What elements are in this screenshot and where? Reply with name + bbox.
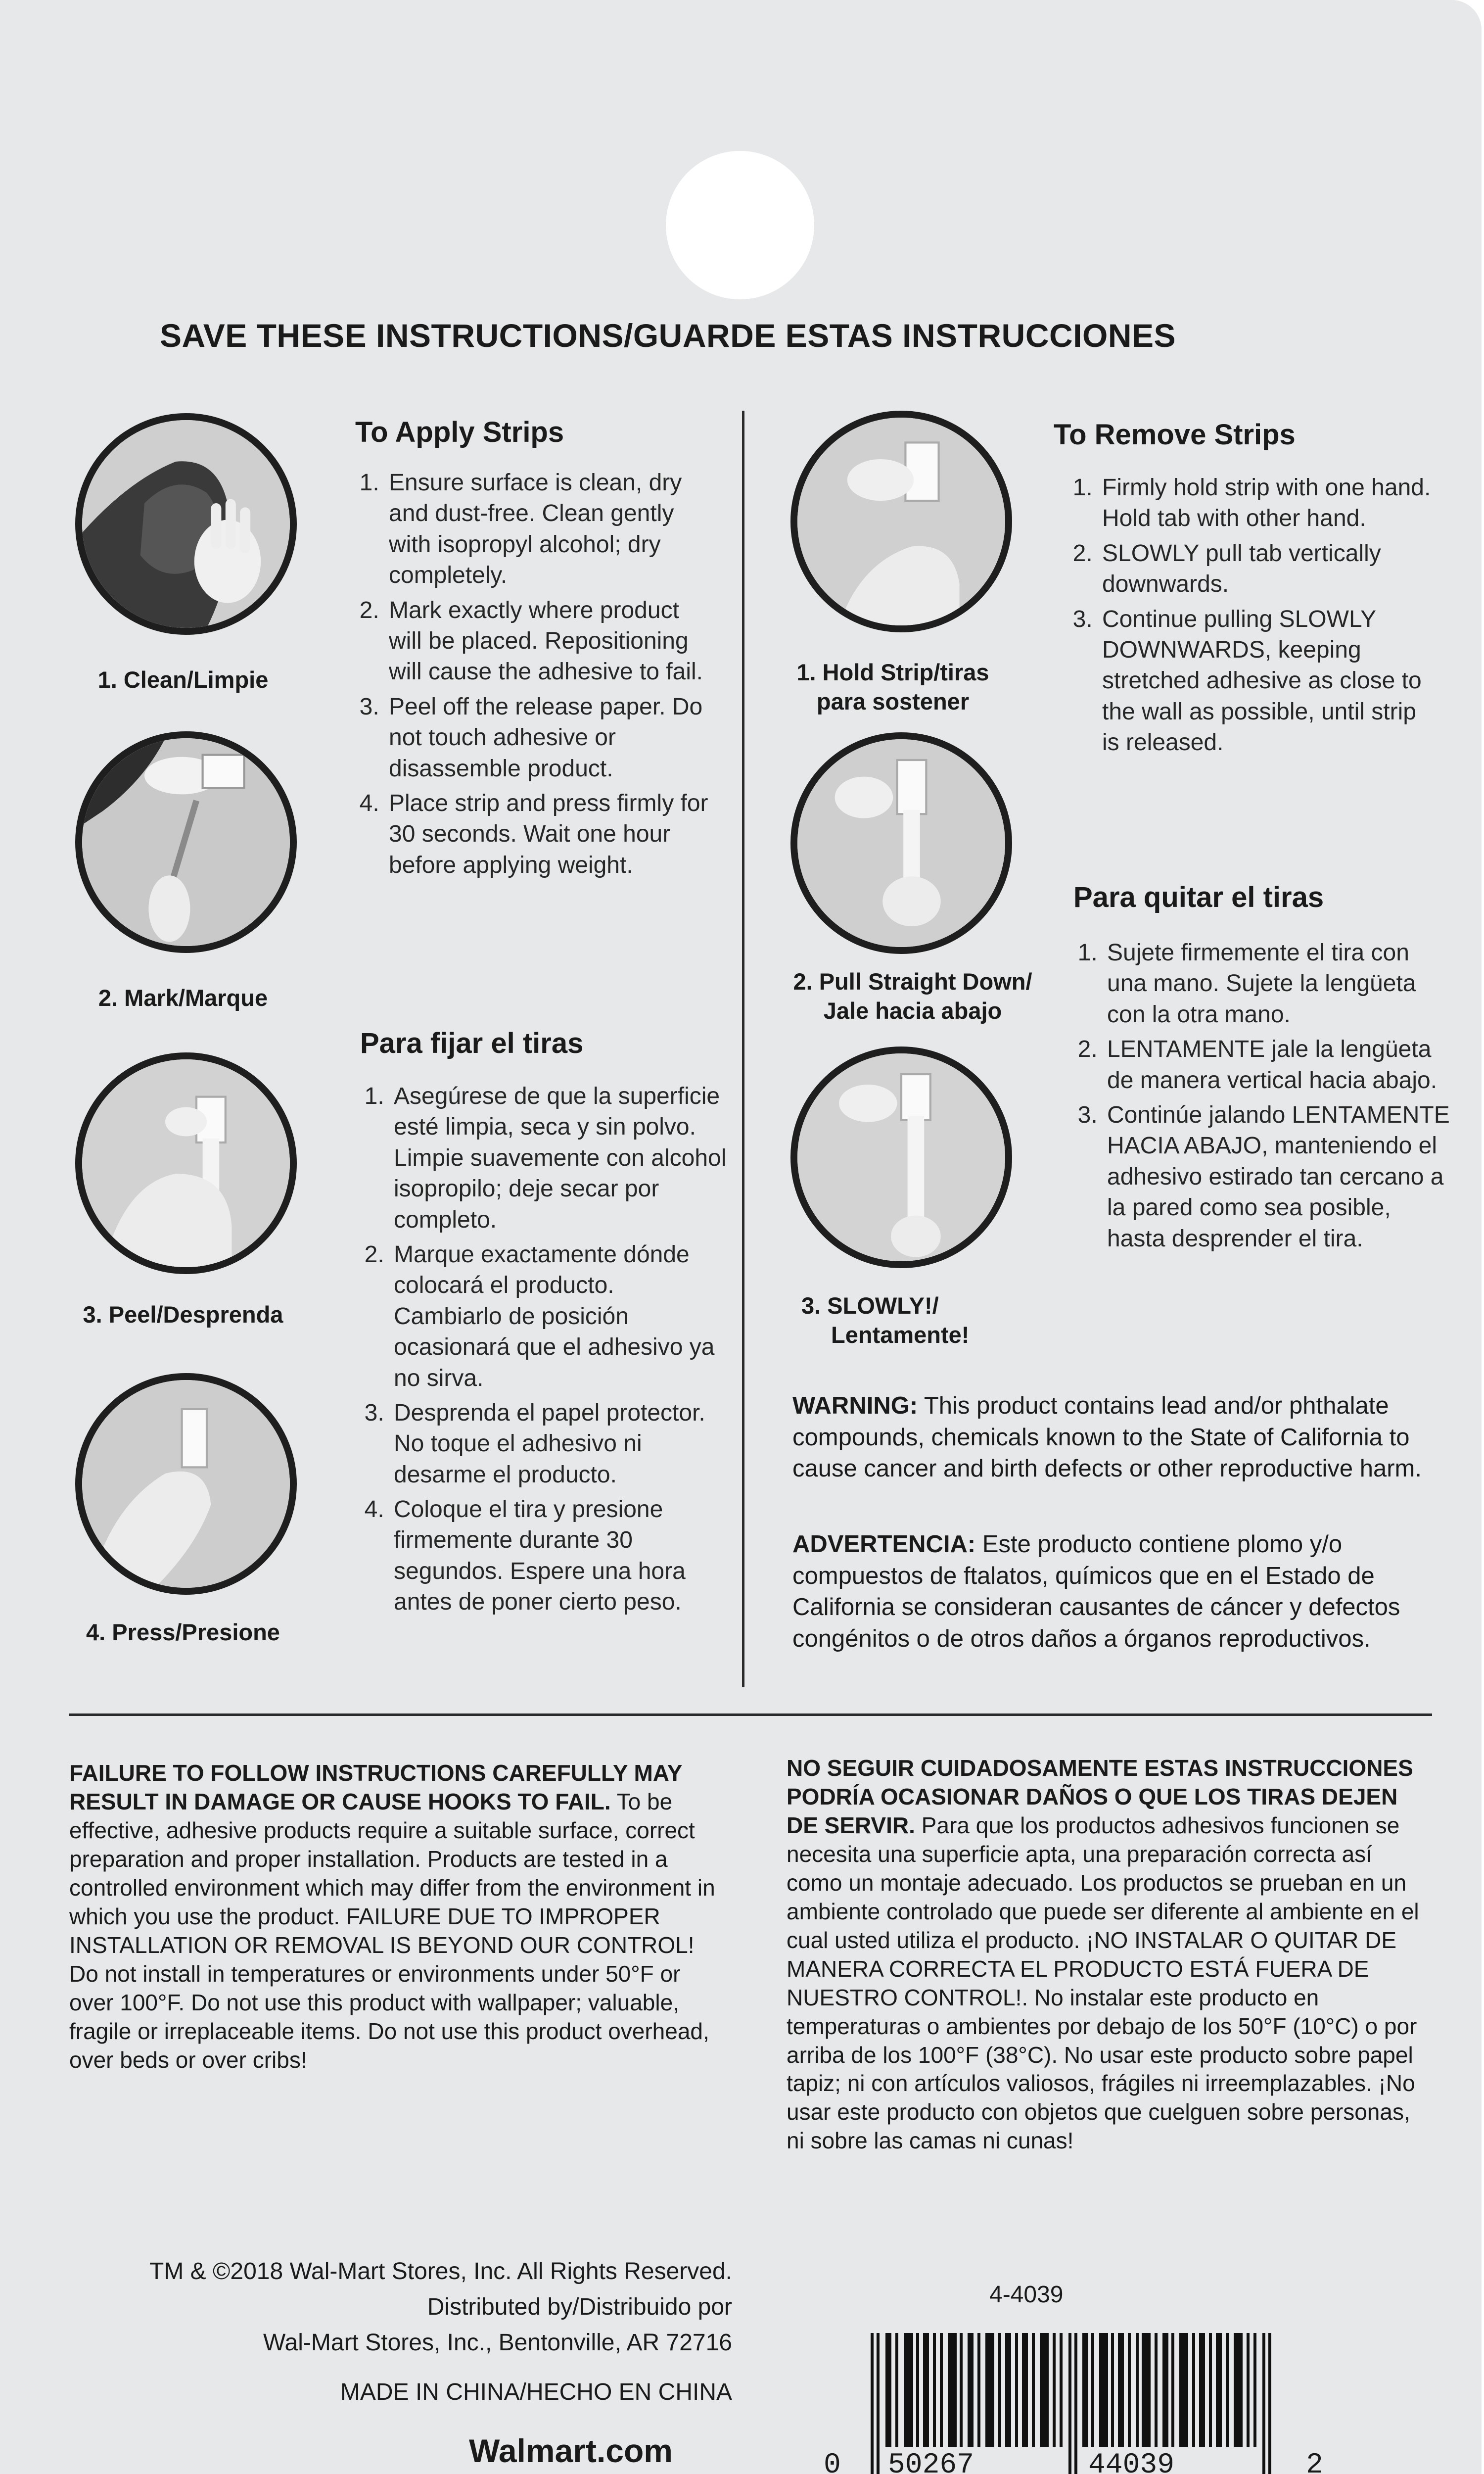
upc-digit-first: 0 xyxy=(824,2449,841,2474)
apply-steps-es xyxy=(360,1081,727,1622)
upc-digit-last: 2 xyxy=(1306,2449,1323,2474)
fijar-step-4: 4. Coloque el tira y presione firmemente durante 30 segundos. Espere una hora antes de poner cierto peso. xyxy=(391,1494,727,1618)
apply-step-2: 2. Mark exactly where product will be placed. Repositioning will cause the adhesive to fail. xyxy=(386,595,712,688)
address-line: Wal-Mart Stores, Inc., Bentonville, AR 72716 xyxy=(263,2330,732,2356)
advertencia-body: Este producto contiene plomo y/o compuestos de ftalatos, químicos que en el Estado de California se consideran causantes de cáncer y defectos congénitos o de otros daños a órganos reproductivos. xyxy=(792,1531,1400,1653)
page-title: SAVE THESE INSTRUCTIONS/GUARDE ESTAS INSTRUCCIONES xyxy=(159,317,1176,354)
press-step-photo xyxy=(75,1373,297,1595)
upc-digits-right: 44039 xyxy=(1088,2449,1175,2474)
apply-step-1: 1. Ensure surface is clean, dry and dust-free. Clean gently with isopropyl alcohol; dry completely. xyxy=(386,468,712,591)
failure-notice-en-body: To be effective, adhesive products require a suitable surface, correct preparation and proper installation. Products are tested in a controlled environment which may differ from the environment in which you use the product. FAILURE DUE TO IMPROPER INSTALLATION OR REMOVAL IS BEYOND OUR CONTROL! Do not install in temperatures or environments under 50°F or over 100°F. Do not use this product with wallpaper; valuable, fragile or irreplaceable items. Do not use this product overhead, over beds or over cribs! xyxy=(69,1788,715,2073)
remove-caption-1 xyxy=(759,658,1026,716)
remove-caption-2 xyxy=(759,967,1066,1026)
warning-label: WARNING: xyxy=(792,1392,918,1419)
pull-down-photo xyxy=(790,732,1012,954)
quitar-tiras-title: Para quitar el tiras xyxy=(1073,881,1324,913)
remove-caption-1-line1: 1. Hold Strip/tiras xyxy=(796,659,989,685)
fijar-step-2: 2. Marque exactamente dónde colocará el producto. Cambiarlo de posición ocasionará que el adhesivo ya no sirva. xyxy=(391,1239,727,1394)
slowly-pull-photo xyxy=(790,1047,1012,1268)
failure-notice-es-caps: NO SEGUIR CUIDADOSAMENTE ESTAS INSTRUCCIONES PODRÍA OCASIONAR DAÑOS O QUE LOS TIRAS DEJEN DE SERVIR. xyxy=(787,1755,1413,1838)
warning-text xyxy=(792,1390,1426,1485)
section-divider xyxy=(69,1713,1432,1716)
failure-notice-en-caps: FAILURE TO FOLLOW INSTRUCTIONS CAREFULLY MAY RESULT IN DAMAGE OR CAUSE HOOKS TO FAIL. xyxy=(69,1760,682,1814)
peel-step-photo xyxy=(75,1052,297,1274)
remove-step-2: 2. SLOWLY pull tab vertically downwards. xyxy=(1099,538,1436,600)
apply-steps-en xyxy=(355,468,712,885)
apply-caption-3: 3. Peel/Desprenda xyxy=(83,1301,283,1328)
remove-caption-3 xyxy=(759,1291,1026,1350)
column-divider xyxy=(742,411,744,1687)
remove-strips-title: To Remove Strips xyxy=(1054,419,1296,451)
quitar-step-1: 1. Sujete firmemente el tira con una mano. Sujete la lengüeta con la otra mano. xyxy=(1104,938,1450,1030)
footer-copyright-block xyxy=(30,2254,732,2410)
remove-caption-3-line1: 3. SLOWLY!/ xyxy=(801,1292,939,1319)
fijar-step-3: 3. Desprenda el papel protector. No toque el adhesivo ni desarme el producto. xyxy=(391,1398,727,1490)
failure-notice-es-body: Para que los productos adhesivos funcionen se necesita una superficie apta, una preparación correcta así como un montaje adecuado. Los productos se prueban en un ambiente controlado que puede ser diferente al ambiente en el cual usted utiliza el producto. ¡NO INSTALAR O QUITAR DE MANERA CORRECTA EL PRODUCTO ESTÁ FUERA DE NUESTRO CONTROL!. No instalar este producto en temperaturas o ambientes por debajo de los 50°F (10°C) o por arriba de los 100°F (38°C). No usar este producto sobre papel tapiz; ni con artículos valiosos, frágiles ni irreemplazables. ¡No usar este producto con objetos que cuelguen sobre personas, ni sobre las camas ni cunas! xyxy=(787,1812,1419,2154)
remove-caption-2-line2: Jale hacia abajo xyxy=(823,997,1002,1024)
upc-digits-left: 50267 xyxy=(888,2449,974,2474)
apply-step-3: 3. Peel off the release paper. Do not touch adhesive or disassemble product. xyxy=(386,692,712,784)
made-in-line: MADE IN CHINA/HECHO EN CHINA xyxy=(340,2379,732,2405)
remove-caption-2-line1: 2. Pull Straight Down/ xyxy=(793,968,1032,995)
warning-body: This product contains lead and/or phthalate compounds, chemicals known to the State of California to cause cancer and birth defects or other reproductive harm. xyxy=(792,1392,1422,1482)
clean-step-photo xyxy=(75,413,297,635)
apply-step-4: 4. Place strip and press firmly for 30 seconds. Wait one hour before applying weight. xyxy=(386,788,712,881)
remove-step-3: 3. Continue pulling SLOWLY DOWNWARDS, keeping stretched adhesive as close to the wall as possible, until strip is released. xyxy=(1099,604,1436,759)
apply-caption-1: 1. Clean/Limpie xyxy=(97,666,269,693)
remove-step-1: 1. Firmly hold strip with one hand. Hold tab with other hand. xyxy=(1099,473,1436,534)
remove-steps-es xyxy=(1073,938,1450,1258)
failure-notice-es xyxy=(787,1754,1425,2155)
remove-caption-1-line2: para sostener xyxy=(816,688,970,714)
quitar-step-3: 3. Continúe jalando LENTAMENTE HACIA ABAJO, manteniendo el adhesivo estirado tan cercano a la pared como sea posible, hasta desprender el tira. xyxy=(1104,1100,1450,1254)
mark-step-photo xyxy=(75,731,297,953)
hold-strip-photo xyxy=(790,411,1012,632)
apply-strips-title: To Apply Strips xyxy=(355,416,564,448)
remove-caption-3-line2: Lentamente! xyxy=(831,1321,970,1348)
copyright-line: TM & ©2018 Wal-Mart Stores, Inc. All Rights Reserved. xyxy=(149,2258,732,2284)
quitar-step-2: 2. LENTAMENTE jale la lengüeta de manera vertical hacia abajo. xyxy=(1104,1034,1450,1096)
fijar-tiras-title: Para fijar el tiras xyxy=(360,1027,584,1059)
apply-caption-2: 2. Mark/Marque xyxy=(98,985,268,1011)
hang-hole xyxy=(666,151,814,299)
failure-notice-en xyxy=(69,1759,717,2074)
fijar-step-1: 1. Asegúrese de que la superficie esté limpia, seca y sin polvo. Limpie suavemente con alcohol isopropilo; deje secar por completo. xyxy=(391,1081,727,1236)
advertencia-label: ADVERTENCIA: xyxy=(792,1531,976,1558)
website-url: Walmart.com xyxy=(469,2432,673,2469)
advertencia-text xyxy=(792,1529,1426,1655)
apply-caption-4: 4. Press/Presione xyxy=(86,1619,280,1645)
distributed-line: Distributed by/Distribuido por xyxy=(427,2294,732,2320)
remove-steps-en xyxy=(1068,473,1436,762)
product-code: 4-4039 xyxy=(989,2282,1064,2308)
